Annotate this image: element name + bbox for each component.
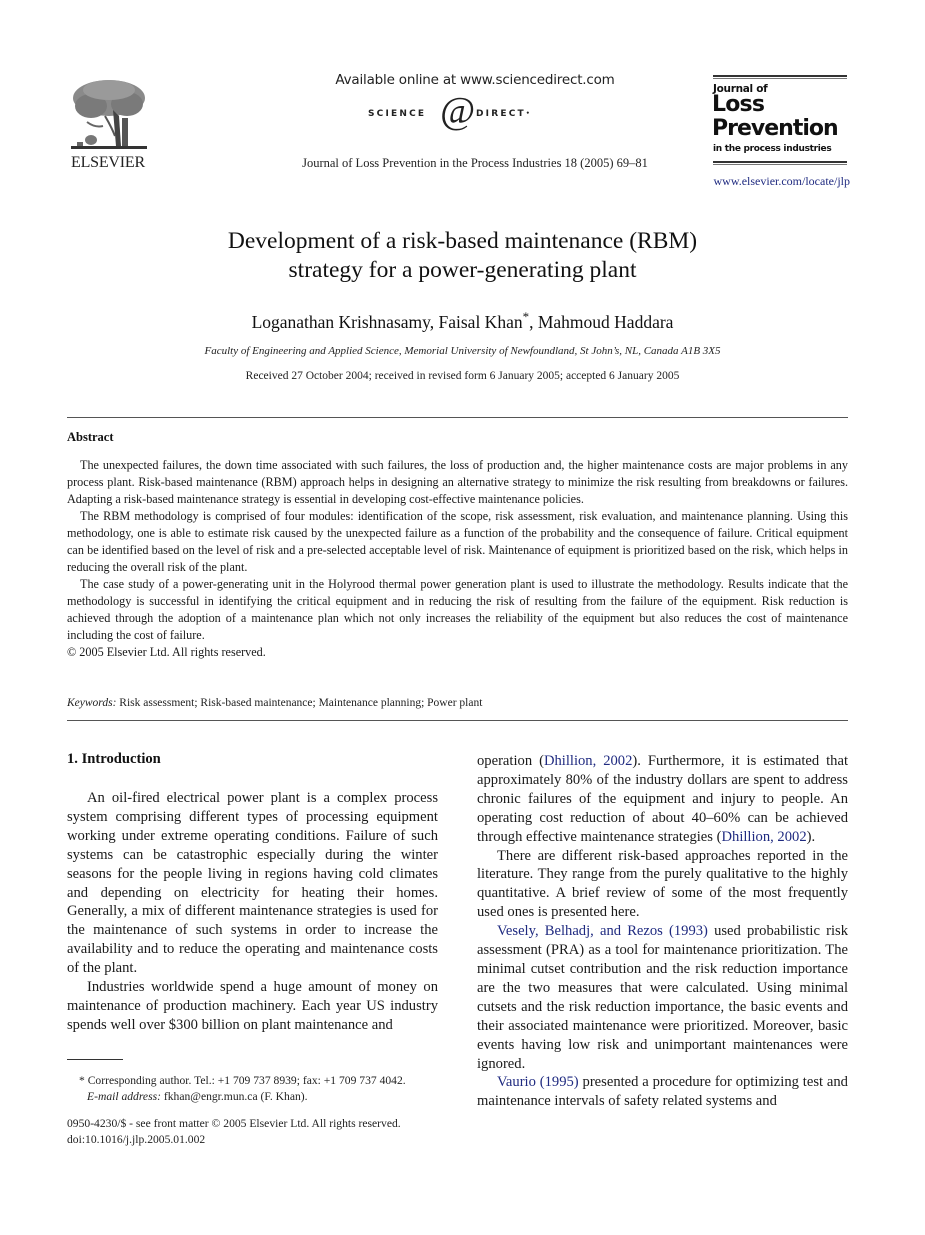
citation-link[interactable]: Dhillion, 2002 bbox=[543, 753, 633, 769]
body-text: ). bbox=[806, 828, 816, 845]
body-text: ). Furthermore, it is estimated that approximately 80% of the industry dollars are spent to address chronic failures of the equipment and injury to people. An operating cost reduction of about 40–60% can be achieved through effective maintenance strategies ( bbox=[477, 753, 848, 845]
elsevier-wordmark: ELSEVIER bbox=[71, 154, 145, 171]
body-paragraph: An oil-fired electrical power plant is a complex process system comprising different types of processing equipment working under extreme operating conditions. Failure of such systems can be catastrophic especially during the winter seasons for the people living in regions having cold climates and depending on electricity for heating their homes. Generally, a mix of different maintenance strategies is used for the maintenance of such systems in order to increase the availability and to reduce the operating and maintenance costs of the plant. bbox=[67, 790, 438, 977]
journal-logo-bottom-rule-thin bbox=[713, 164, 847, 165]
elsevier-logo bbox=[66, 76, 150, 172]
sciencedirect-d-mark-icon: @ bbox=[440, 90, 475, 132]
journal-logo-line1: Journal of bbox=[713, 83, 768, 95]
footnote-email-label: E-mail address: bbox=[87, 1089, 161, 1103]
right-column bbox=[477, 752, 848, 1111]
keywords-text: Risk assessment; Risk-based maintenance; Maintenance planning; Power plant bbox=[116, 697, 483, 709]
body-paragraph: There are different risk-based approaches reported in the literature. They range from the purely qualitative to the highly quantitative. A brief review of some of the most frequently used ones is presented here. bbox=[477, 847, 848, 921]
sciencedirect-direct-label: DIRECT bbox=[476, 109, 526, 119]
section-heading-introduction: 1. Introduction bbox=[67, 751, 161, 767]
abstract-body bbox=[67, 457, 848, 661]
paper-affiliation: Faculty of Engineering and Applied Science, Memorial University of Newfoundland, St John’s, NL, Canada A1B 3X5 bbox=[204, 345, 721, 357]
journal-logo bbox=[713, 75, 847, 165]
elsevier-tree-icon bbox=[69, 76, 147, 154]
journal-logo-line2: Loss bbox=[712, 92, 765, 117]
paper-dates: Received 27 October 2004; received in revised form 6 January 2005; accepted 6 January 2005 bbox=[245, 370, 680, 382]
authors-part2: , Mahmoud Haddara bbox=[529, 311, 674, 332]
paper-title-line2: strategy for a power-generating plant bbox=[288, 257, 637, 283]
journal-url-link[interactable]: www.elsevier.com/locate/jlp bbox=[713, 174, 850, 188]
citation-link[interactable]: Dhillion, 2002 bbox=[721, 828, 807, 845]
keywords bbox=[67, 697, 848, 709]
abstract-heading: Abstract bbox=[67, 430, 114, 444]
abstract-copyright: © 2005 Elsevier Ltd. All rights reserved. bbox=[67, 645, 266, 659]
footnote-corresponding-author: * Corresponding author. Tel.: +1 709 737 8939; fax: +1 709 737 4042. bbox=[79, 1074, 406, 1087]
journal-logo-line4: in the process industries bbox=[713, 144, 832, 154]
abstract-paragraph: The case study of a power-generating unit in the Holyrood thermal power generation plant is used to illustrate the methodology. Results indicate that the methodology is successful in identifying the critical equipment and in reducing the risk of resulting from the failure of the equipment. Risk reduction is achieved through the adoption of a maintenance plan which not only increases the reliability of the equipment but also reduces the cost of maintenance including the cost of failure. bbox=[67, 577, 848, 642]
left-column bbox=[67, 789, 438, 1035]
sciencedirect-science-text: SCIENCE bbox=[368, 109, 427, 119]
sciencedirect-logo bbox=[300, 90, 650, 132]
paper-title-line1: Development of a risk-based maintenance (RBM) bbox=[227, 228, 698, 254]
available-online-text: Available online at www.sciencedirect.com bbox=[335, 72, 615, 88]
abstract-paragraph: The unexpected failures, the down time associated with such failures, the loss of production and, the higher maintenance costs are major problems in any process plant. Risk-based maintenance (RBM) approach helps in designing an alternative strategy to minimize the risk resulting from breakdowns or failures. Adapting a risk-based maintenance strategy is essential in developing cost-effective maintenance policies. bbox=[67, 458, 848, 506]
body-text: presented a procedure for optimizing test and maintenance intervals of safety related systems and bbox=[477, 1074, 848, 1110]
journal-logo-top-rule-thin bbox=[713, 78, 847, 79]
body-paragraph bbox=[477, 1073, 848, 1111]
journal-citation: Journal of Loss Prevention in the Process Industries 18 (2005) 69–81 bbox=[302, 156, 648, 170]
body-text: used probabilistic risk assessment (PRA) as a tool for maintenance prioritization. The minimal cutset contribution and the risk reduction importance are the two measures that were calculated. Using minimal cutsets and the risk reduction importance, the basic events and their associated maintenance were prioritized. Moreover, basic events having low risk and unimportant maintenances were ignored. bbox=[477, 923, 848, 1072]
footnote-email-value[interactable]: fkhan@engr.mun.ca (F. Khan). bbox=[160, 1089, 308, 1103]
doi-line[interactable]: doi:10.1016/j.jlp.2005.01.002 bbox=[67, 1132, 206, 1146]
body-paragraph: Industries worldwide spend a huge amount of money on maintenance of production machinery. Each year US industry spends well over $300 billion on plant maintenance and bbox=[67, 979, 438, 1033]
divider-bottom bbox=[67, 720, 848, 721]
paper-title bbox=[100, 227, 825, 285]
divider-top bbox=[67, 417, 848, 418]
footnote-rule bbox=[67, 1059, 123, 1060]
footnote bbox=[67, 1073, 447, 1104]
body-paragraph bbox=[477, 752, 848, 847]
authors-part1: Loganathan Krishnasamy, Faisal Khan bbox=[251, 311, 523, 332]
body-paragraph bbox=[477, 922, 848, 1073]
body-text: operation ( bbox=[477, 753, 544, 769]
abstract-paragraph: The RBM methodology is comprised of four modules: identification of the scope, risk assessment, risk evaluation, and maintenance planning. Using this methodology, one is able to estimate risk caused by the unexpected failure as a function of the probability and the consequence of failure. Critical equipment can be identified based on the level of risk and a pre-selected acceptable level of risk. Maintenance of equipment is prioritized based on the risk, which helps in reducing the overall risk of the plant. bbox=[67, 509, 848, 574]
citation-link[interactable]: Vaurio (1995) bbox=[497, 1074, 579, 1091]
paper-authors bbox=[100, 309, 825, 333]
journal-logo-bottom-rule bbox=[713, 161, 847, 163]
sciencedirect-direct-text bbox=[476, 109, 532, 119]
footnote-email bbox=[67, 1089, 447, 1105]
journal-logo-top-rule bbox=[713, 75, 847, 77]
citation-link[interactable]: Vesely, Belhadj, and Rezos (1993) bbox=[497, 923, 708, 940]
front-matter bbox=[67, 1116, 457, 1147]
keywords-label: Keywords: bbox=[67, 697, 117, 709]
journal-logo-line3: Prevention bbox=[712, 116, 838, 141]
corresponding-author-mark[interactable]: * bbox=[522, 309, 530, 324]
issn-line: 0950-4230/$ - see front matter © 2005 Elsevier Ltd. All rights reserved. bbox=[67, 1117, 401, 1130]
trademark-mark: • bbox=[525, 110, 532, 117]
